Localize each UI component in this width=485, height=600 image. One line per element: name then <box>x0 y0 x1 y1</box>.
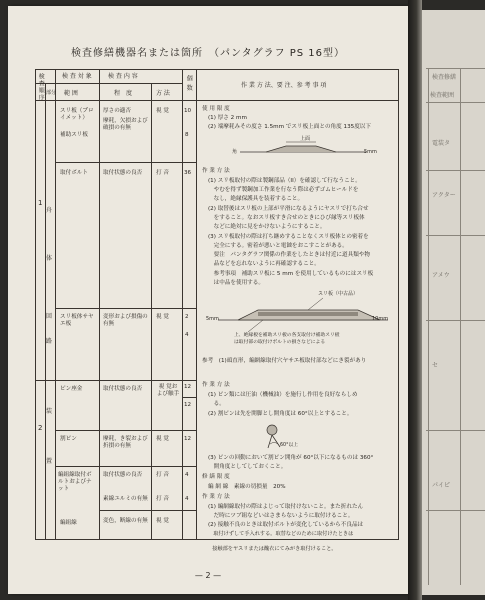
adjacent-item: アメウ <box>432 272 450 279</box>
degree-cell: 厚さの適否 <box>103 108 131 114</box>
figure-label: 60°以上 <box>280 443 299 448</box>
adjacent-rule <box>428 68 429 585</box>
method-cell: 視 覚 <box>156 314 169 320</box>
column-line <box>45 83 46 539</box>
adjacent-item: アクター <box>432 192 456 199</box>
degree-cell: 取付状態の良否 <box>103 386 143 392</box>
notes-line: (1) 編網線取付の際はよじって取付けないこと。また折れたん <box>208 504 364 510</box>
count-cell: 12 <box>184 384 192 390</box>
page-number: — 2 — <box>194 571 222 580</box>
row-line <box>55 466 196 467</box>
row-line <box>55 162 196 163</box>
method-cell: 視 覚 <box>156 436 169 442</box>
notes-line: 要注 パンタグラフ関係の作業をしたときは付近に道具類や物 <box>208 252 370 258</box>
range-cell: 編組線取付ボルトおよびナット <box>58 472 92 493</box>
row-line <box>36 380 196 381</box>
adjacent-rule <box>426 510 485 511</box>
figure-label: 上面 <box>300 136 311 142</box>
count-cell: 4 <box>185 332 189 338</box>
range-cell: スリ板体サヤエ板 <box>60 314 94 328</box>
row-line <box>182 397 196 398</box>
book-gutter <box>408 0 422 600</box>
notes-line: だ時にツブ組などいはさまらないように取付けること。 <box>208 513 354 519</box>
column-line <box>151 83 152 539</box>
adjacent-item: 電装タ <box>432 140 451 147</box>
notes-line: 品などを忘れないように再確認すること。 <box>208 261 320 267</box>
figure-label: 10mm <box>372 316 389 322</box>
method-cell: 打 音 <box>156 472 169 478</box>
adjacent-page <box>422 10 485 595</box>
count-cell: 12 <box>184 436 192 442</box>
figure-label: 5mm <box>206 316 219 322</box>
adjacent-rule <box>426 430 485 431</box>
degree-cell: 変色，断線の有無 <box>103 518 148 524</box>
column-line <box>182 70 183 539</box>
notes-line: る。 <box>208 401 225 407</box>
notes-line: などに絶対に見をかけないようにすること。 <box>208 224 326 230</box>
range-cell: スリ板（プロイメット） <box>60 108 94 122</box>
notes-line: (2) 割ピンは先を開脚とし開角度は 60°以上とすること。 <box>208 411 353 417</box>
notes-line: やむを得ず製鋼加工作業を行なう際は必ずゴムヒールドを <box>208 187 359 193</box>
adjacent-rule <box>460 68 461 585</box>
count-cell: 12 <box>184 402 192 408</box>
range-cell: 割ピン <box>60 436 77 442</box>
column-line <box>55 70 56 539</box>
degree-cell: 摩耗，き裂および折損の有無 <box>103 436 148 450</box>
part-label: 回 <box>46 313 53 320</box>
notes-line: (1) 厚さ 2 mm <box>208 115 247 121</box>
count-cell: 4 <box>185 496 189 502</box>
notes-line: (3) スリ板取付の際は打ち継めすることなくスリ板体との密着を <box>208 234 369 240</box>
header-target: 検 査 対 象 <box>62 73 92 80</box>
figure-label: 5mm <box>364 149 377 155</box>
order-label: 1 <box>38 199 43 207</box>
method-cell: 視 覚 <box>156 518 169 524</box>
header-bottom-line <box>36 100 398 101</box>
notes-line: 作 業 方 法 <box>202 494 230 500</box>
adjacent-rule <box>426 235 485 236</box>
notes-line: 完全にする。密着が悪いと電蝕をおこすことがある。 <box>208 243 348 249</box>
range-cell: 編組線 <box>60 520 77 526</box>
notes-line: 使 用 限 度 <box>202 106 230 112</box>
notes-line: (1) スリ板取付の際は製鋼部品（II）を確認して行なうこと。 <box>208 178 361 184</box>
range-cell: 補助スリ板 <box>60 132 88 138</box>
adjacent-rule <box>426 170 485 171</box>
notes-line: 作 業 方 法 <box>202 382 230 388</box>
header-range: 範 囲 <box>64 90 78 97</box>
notes-line: 参考事項 補助スリ板に 5 mm を使用しているものにはスリ板 <box>208 271 374 277</box>
header-part: 部分 <box>46 90 57 96</box>
degree-cell: 摩耗，欠損および破損の有無 <box>103 118 148 132</box>
figure-label: は取付部の取付けボルトの損さなどによる <box>234 340 326 345</box>
row-line <box>55 308 196 309</box>
header-content: 検 査 内 容 <box>108 73 138 80</box>
header-order: 検査順序 <box>37 73 45 101</box>
adjacent-rule <box>426 320 485 321</box>
header-divider <box>55 83 182 84</box>
part-label: 舟 <box>46 207 53 214</box>
header-degree: 程 度 <box>114 90 133 97</box>
adjacent-rule <box>426 68 485 69</box>
count-cell: 36 <box>184 170 192 176</box>
adjacent-item: セ <box>432 362 439 369</box>
adjacent-item: パイピ <box>432 482 451 489</box>
notes-line: (2) 取替後はスリ板の上部が平滑になるようにヤスリで打ち合せ <box>208 206 369 212</box>
header-notes: 作 業 方 法、要 注、参 考 事 項 <box>241 82 327 89</box>
degree-cell: 取付状態の良否 <box>103 472 143 478</box>
degree-cell: 取付状態の良否 <box>103 170 143 176</box>
method-cell: 打 音 <box>156 496 169 502</box>
notes-line: (2) 接触不良のときは取付ボルトが変化しているから不良品は <box>208 522 364 528</box>
column-line <box>196 70 197 539</box>
notes-line: 編 網 線 素線の切損量 20% <box>208 484 286 490</box>
count-cell: 8 <box>185 132 189 138</box>
header-count: 個 数 <box>185 75 193 92</box>
degree-cell: 変形および損傷の有無 <box>103 314 148 328</box>
notes-line: 修 繕 限 度 <box>202 474 230 480</box>
degree-cell: 素線ユルミの有無 <box>103 496 148 502</box>
part-label: 体 <box>46 255 53 262</box>
count-cell: 2 <box>185 314 189 320</box>
adjacent-header: 検査範囲 <box>430 92 455 99</box>
document-page <box>8 6 408 594</box>
notes-line: 接触部をヤスリまたは醜衣にてみがき取付けること。 <box>207 546 337 552</box>
part-label: 装 <box>46 408 53 415</box>
notes-line: (3) ピンの回動において割ピン開角が 60°以下になるものは 360° <box>208 455 374 461</box>
notes-line: 取付けずして手入れする。取替などのために取付けたときは <box>208 531 354 537</box>
range-cell: ピン座金 <box>60 386 83 392</box>
notes-line: 参考 (1)頭直形，編網線取付穴ヤサエ板取付部などにき裂があり <box>202 358 367 364</box>
part-label: 路 <box>46 338 53 345</box>
header-method: 方 法 <box>156 90 170 97</box>
notes-line: (1) ピン類には圧油（機械油）を施行し作用を良好ならしめ <box>208 392 358 398</box>
inspection-table <box>35 69 399 540</box>
adjacent-header: 検査修繕 <box>432 74 457 81</box>
notes-line: 作 業 方 法 <box>202 168 230 174</box>
notes-line: 開角度としてしておくこと。 <box>208 464 287 470</box>
method-cell: 打 音 <box>156 170 169 176</box>
range-cell: 取付ボルト <box>60 170 88 176</box>
row-line <box>99 510 196 511</box>
part-label: 置 <box>46 458 53 465</box>
figure-label: 上、絶縁板を補助スリ板の各支取付け補助スリ板 <box>234 333 340 338</box>
notes-line: なし，絶縁保護具を装着すること。 <box>208 196 304 202</box>
notes-line: は中品を使用する。 <box>208 280 264 286</box>
row-line <box>55 430 196 431</box>
method-cell: 視 覚および触手 <box>156 384 180 398</box>
method-cell: 視 覚 <box>156 108 169 114</box>
order-label: 2 <box>38 424 43 432</box>
notes-line: (2) 端摩耗みその度さ 1.5mm でスリ板上面との角度 135度以下 <box>208 124 371 130</box>
count-cell: 10 <box>184 108 192 114</box>
figure-label: スリ板（中古品） <box>318 291 359 297</box>
count-cell: 4 <box>185 472 189 478</box>
document-title: 検査修繕機器名または箇所 （パンタグラフ PS 16型） <box>70 48 346 59</box>
adjacent-rule <box>426 102 485 103</box>
notes-line: をすること。なおスリ板すき合せのときにひび縁等スリ板体 <box>208 215 365 221</box>
column-line <box>99 70 100 539</box>
figure-label: 角 <box>232 149 238 155</box>
